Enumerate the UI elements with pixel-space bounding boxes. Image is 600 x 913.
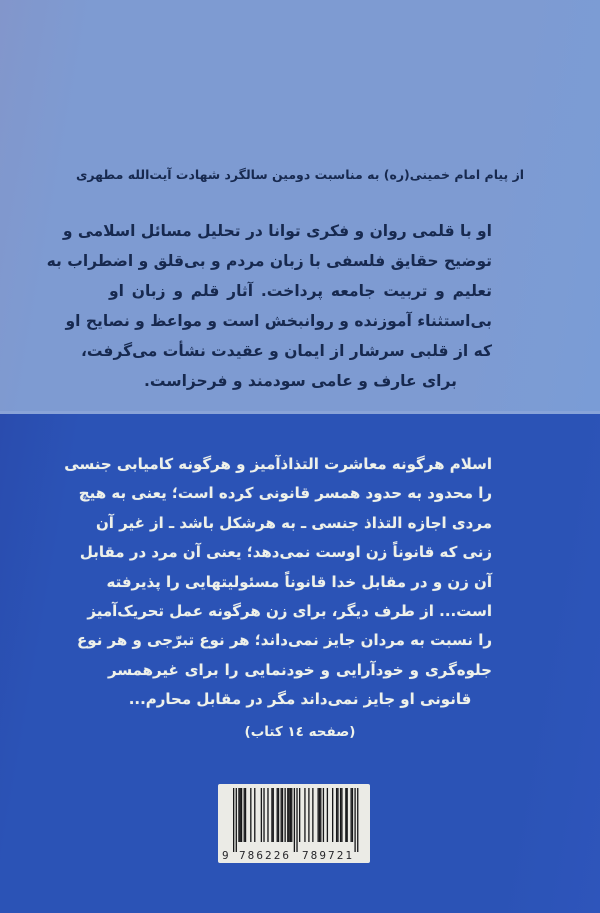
barcode-bar	[238, 788, 239, 842]
barcode-bar	[304, 788, 305, 842]
barcode-bar	[357, 788, 358, 852]
barcode-bar	[350, 788, 351, 842]
paragraph-line: است... از طرف دیگر، برای زن هرگونه عمل تحریک‌آمیز	[87, 602, 492, 621]
barcode-image	[218, 784, 370, 863]
barcode-bar	[336, 788, 337, 842]
paragraph-line: آن زن و در مقابل خدا قانوناً مسئولیتهایی را پذیرفته	[106, 572, 492, 591]
barcode-bar	[340, 788, 341, 842]
barcode-bar	[236, 788, 237, 852]
paragraph-line: توضیح حقایق فلسفی با زبان مردم و بی‌قلق و اضطراب به	[46, 252, 492, 270]
barcode-bar	[319, 788, 320, 842]
paragraph-line: را محدود به حدود همسر قانونی کرده است؛ یعنی به هیچ	[78, 484, 492, 503]
barcode-bar	[341, 788, 342, 842]
paragraph-line: را نسبت به مردان جایز نمی‌داند؛ هر نوع تبرّجی و هر نوع	[77, 631, 492, 650]
barcode-bar	[284, 788, 285, 842]
paragraph-line: قانونی او جایز نمی‌داند مگر در مقابل محارم...	[128, 690, 472, 709]
barcode-bar	[337, 788, 338, 842]
barcode-bar	[352, 788, 353, 842]
barcode-bar	[308, 788, 309, 842]
paragraph-line: جلوه‌گری و خودآرایی و خودنمایی را برای غیرهمسر	[108, 660, 492, 679]
isbn-barcode	[218, 784, 370, 863]
barcode-bar	[287, 788, 288, 842]
quote-attribution-note: از پیام امام خمینی(ره) به مناسبت دومین سالگرد شهادت آیت‌الله مطهری	[75, 167, 525, 182]
barcode-bar	[317, 788, 318, 842]
barcode-bar	[241, 788, 242, 842]
barcode-bar	[347, 788, 348, 842]
barcode-bar	[282, 788, 283, 842]
barcode-bar	[254, 788, 255, 842]
barcode-bar	[271, 788, 272, 842]
khomeini-quote-paragraph	[46, 216, 492, 396]
barcode-bar	[296, 788, 297, 852]
barcode-bar	[323, 788, 324, 842]
barcode-bar	[277, 788, 278, 842]
paragraph-line: برای عارف و عامی سودمند و فرحزاست.	[144, 372, 457, 390]
paragraph-line: تعلیم و تربیت جامعه پرداخت. آثار قلم و زبان او	[109, 282, 492, 300]
paragraph-line: که از قلبی سرشار از ایمان و عقیدت نشأت می‌گرفت،	[81, 342, 492, 360]
barcode-bar	[240, 788, 241, 842]
barcode-bar	[294, 788, 295, 852]
barcode-bar	[291, 788, 292, 842]
barcode-bar	[278, 788, 279, 842]
barcode-bar	[299, 788, 300, 842]
barcode-bar	[273, 788, 274, 842]
barcode-digits-left-group: 786226	[239, 849, 289, 862]
barcode-bar	[245, 788, 246, 842]
barcode-bar	[312, 788, 313, 842]
barcode-bar	[320, 788, 321, 842]
barcode-bar	[345, 788, 346, 842]
paragraph-line: اسلام هرگونه معاشرت التذاذآمیز و هرگونه کامیابی جنسی	[64, 455, 492, 473]
barcode-bar	[327, 788, 328, 842]
book-excerpt-paragraph	[64, 450, 492, 715]
barcode-bar	[233, 788, 234, 852]
barcode-bar	[244, 788, 245, 842]
barcode-bar	[281, 788, 282, 842]
barcode-bar	[250, 788, 251, 842]
barcode-bar	[332, 788, 333, 842]
barcode-digits-right-group: 789721	[302, 849, 352, 862]
barcode-bar	[290, 788, 291, 842]
paragraph-line: او با قلمی روان و فکری توانا در تحلیل مسائل اسلامی و	[62, 222, 492, 240]
barcode-bar	[263, 788, 264, 842]
page-reference: (صفحه ١٤ کتاب)	[244, 724, 356, 740]
paragraph-line: زنی که قانوناً زن اوست نمی‌دهد؛ یعنی آن مرد در مقابل	[79, 543, 492, 562]
paragraph-line: بی‌استثناء آموزنده و روانبخش است و مواعظ و نصایح او	[65, 312, 492, 330]
barcode-digit-lead: 9	[222, 849, 229, 862]
barcode-bar	[354, 788, 355, 852]
paragraph-line: مردی اجازه التذاذ جنسی ـ به هرشکل باشد ـ از غیر آن	[95, 513, 492, 532]
barcode-bar	[267, 788, 268, 842]
barcode-bar	[261, 788, 262, 842]
barcode-bar	[288, 788, 289, 842]
